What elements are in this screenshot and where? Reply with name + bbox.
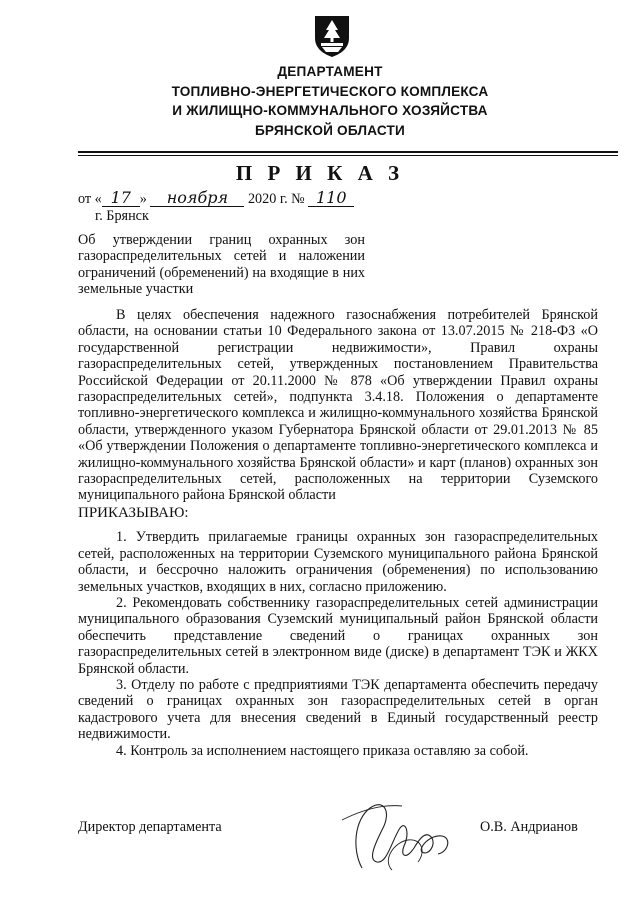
order-word: ПРИКАЗЫВАЮ: [78, 504, 189, 521]
date-month: ноября [150, 190, 244, 207]
order-item: 3. Отделу по работе с предприятиями ТЭК департамента обеспечить передачу сведений о границах охранных зон газораспределительных сетей в орган кадастрового учета для внесения сведений в Единый государственный реестр недвижимости. [78, 676, 598, 743]
date-prefix: от « [78, 191, 102, 207]
header-divider-thin [78, 155, 618, 156]
dept-line: И ЖИЛИЩНО-КОММУНАЛЬНОГО ХОЗЯЙСТВА [172, 103, 488, 118]
document-number: 110 [308, 190, 354, 207]
preamble: В целях обеспечения надежного газоснабжения потребителей Брянской области, на основании статьи 10 Федерального закона от 13.07.2015 № 218-ФЗ «О государственной регистрации недвижимости», Правил охраны газораспределительных сетей, утвержденных постановлением Правительства Российской Федерации от 20.11.2000 № 878 «Об утверждении Правил охраны газораспределительных сетей», подпункта 3.4.18. Положения о департаменте топливно-энергетического комплекса и жилищно-коммунального хозяйства Брянской области, утвержденного указом Губернатора Брянской области от 29.01.2013 № 85 «Об утверждении Положения о департаменте топливно-энергетического комплекса и жилищно-коммунального хозяйства Брянской области» и карт (планов) охранных зон газораспределительных сетей, расположенных на территории Суземского муниципального района Брянской области [78, 307, 598, 504]
handwritten-signature [322, 790, 472, 880]
header-divider-thick [78, 151, 618, 153]
department-header [120, 62, 540, 140]
order-item: 2. Рекомендовать собственнику газораспределительных сетей администрации муниципального образования Суземский муниципальный район Брянской области обеспечить представление сведений о границах охранных зон газораспределительных сетей в электронном виде (диске) в департамент ТЭК и ЖКХ Брянской области. [78, 594, 598, 677]
document-body [78, 307, 598, 759]
coat-of-arms-icon [312, 14, 352, 58]
date-quote-close: » [139, 191, 147, 207]
signatory-name: О.В. Андрианов [480, 819, 578, 835]
signatory-position: Директор департамента [78, 819, 222, 835]
subject: Об утверждении границ охранных зон газораспределительных сетей и наложении ограничений (обременений) на входящие в них земельные участки [78, 232, 365, 298]
dept-line: ТОПЛИВНО-ЭНЕРГЕТИЧЕСКОГО КОМПЛЕКСА [171, 83, 489, 99]
dept-line: БРЯНСКОЙ ОБЛАСТИ [254, 122, 406, 138]
order-item: 1. Утвердить прилагаемые границы охранных зон газораспределительных сетей, расположенных на территории Суземского муниципального района Брянской области, и бессрочно наложить ограничения (обременения) по использованию земельных участков, входящих в них, согласно приложению. [78, 529, 598, 595]
city: г. Брянск [95, 208, 149, 224]
document-title: П Р И К А З [235, 161, 405, 185]
date-year: 2020 г. [247, 191, 288, 207]
order-item: 4. Контроль за исполнением настоящего приказа оставляю за собой. [116, 742, 529, 759]
date-line [78, 190, 354, 207]
number-prefix: № [291, 191, 305, 207]
dept-line: ДЕПАРТАМЕНТ [277, 64, 383, 79]
date-day: 17 [102, 190, 140, 207]
